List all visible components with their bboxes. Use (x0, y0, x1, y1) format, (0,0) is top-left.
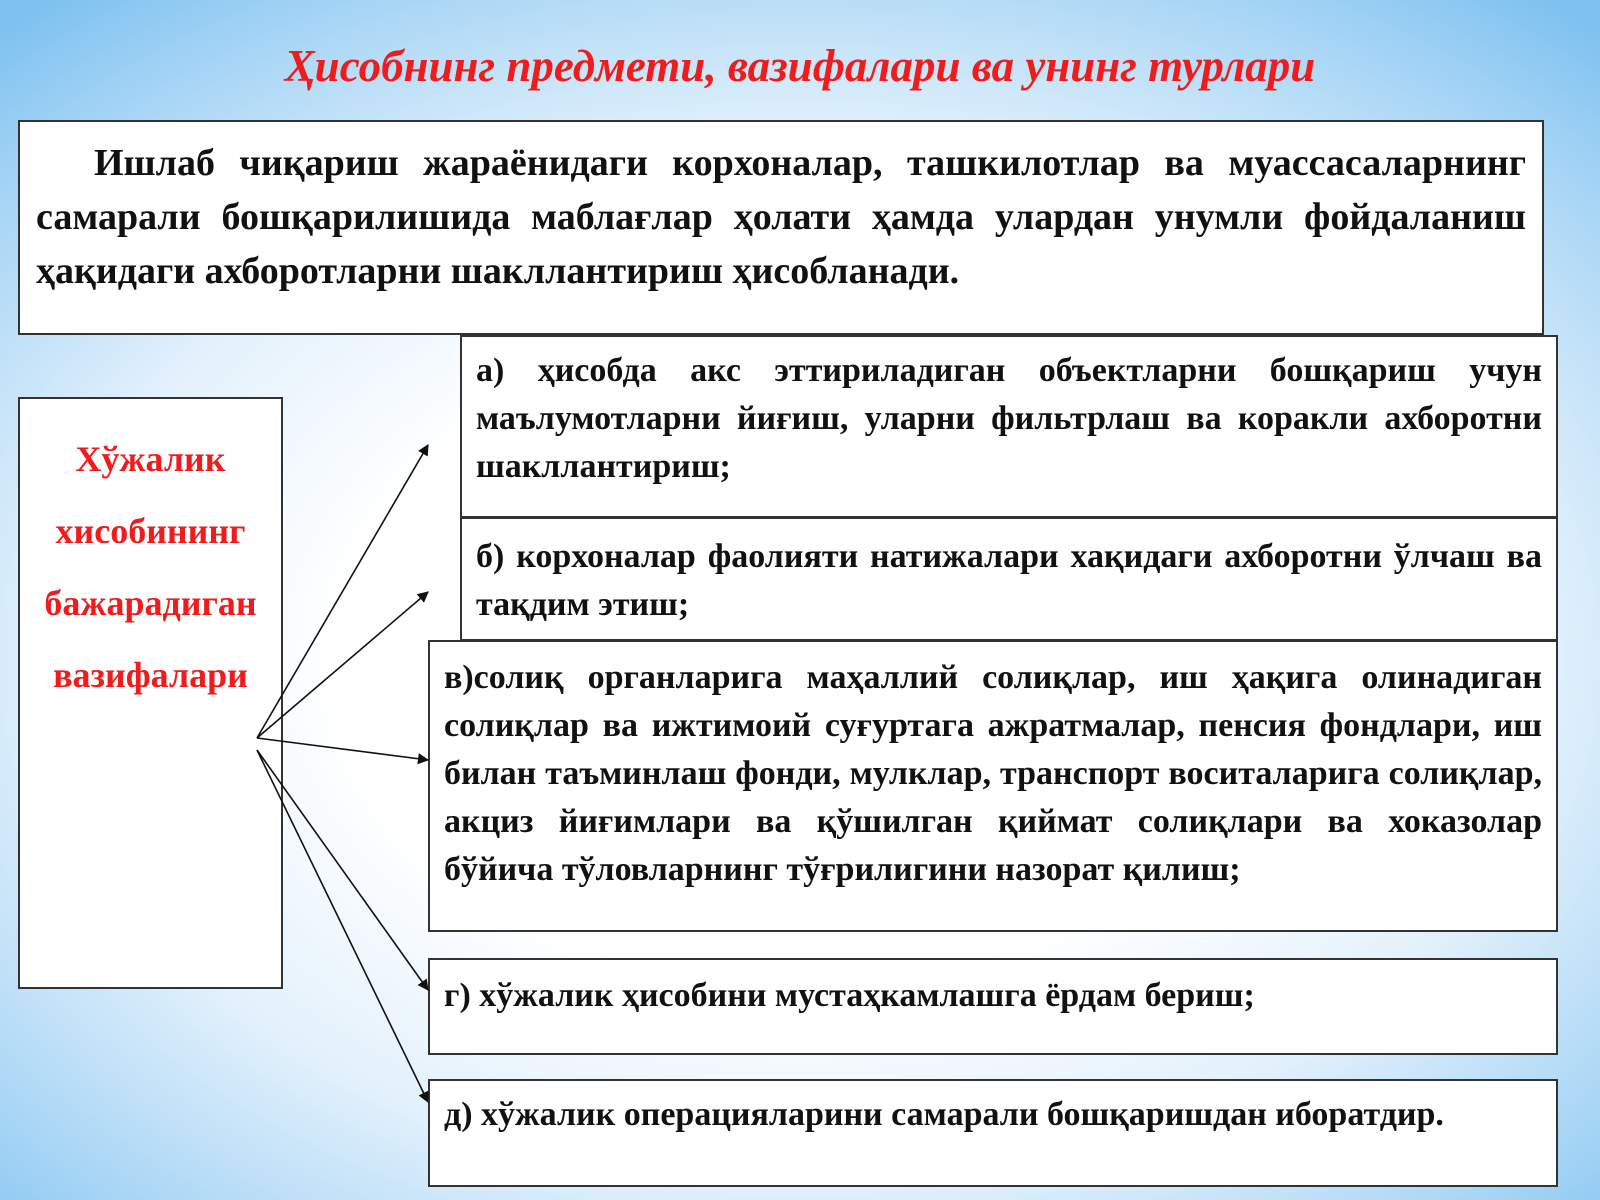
functions-label-line-3: бажарадиган (44, 583, 257, 623)
task-text-d: г) хўжалик ҳисобини мустаҳкамлашга ёрдам бериш; (444, 977, 1255, 1014)
task-text-b: б) корхоналар фаолияти натижалари хақидаги ахборотни ўлчаш ва тақдим этиш; (476, 538, 1542, 623)
task-box-e (428, 1079, 1558, 1187)
task-text-a: а) ҳисобда акс эттириладиган объектларни бошқариш учун маълумотларни йиғиш, уларни фильтрлаш ва коракли ахборотни шакллантириш; (476, 352, 1542, 485)
task-box-c (428, 640, 1558, 932)
functions-label-line-1: Хўжалик (75, 439, 226, 479)
task-text-e: д) хўжалик операцияларини самарали бошқаришдан иборатдир. (444, 1096, 1444, 1133)
page-title: Ҳисобнинг предмети, вазифалари ва унинг турлари (284, 41, 1316, 91)
task-box-a (460, 335, 1558, 518)
intro-box (18, 120, 1544, 335)
functions-label-box (18, 397, 283, 989)
task-box-d (428, 958, 1558, 1055)
task-box-b (460, 517, 1558, 641)
functions-label-line-4: вазифалари (53, 655, 248, 695)
functions-label-line-2: хисобининг (55, 511, 246, 551)
task-text-c: в)солиқ органларига маҳаллий солиқлар, иш ҳақига олинадиган солиқлар ва ижтимоий суғуртага ажратмалар, пенсия фондлари, иш билан таъминлаш фонди, мулклар, транспорт воситаларига солиқлар, акциз йиғимлари ва қўшилган қиймат солиқлари ва хоказолар бўйича тўловларнинг тўғрилигини назорат қилиш; (444, 659, 1542, 888)
intro-text: Ишлаб чиқариш жараёнидаги корхоналар, ташкилотлар ва муассасаларнинг самарали бошқарилишида маблағлар ҳолати ҳамда улардан унумли фойдаланиш ҳақидаги ахборотларни шакллантириш ҳисобланади. (36, 142, 1526, 292)
